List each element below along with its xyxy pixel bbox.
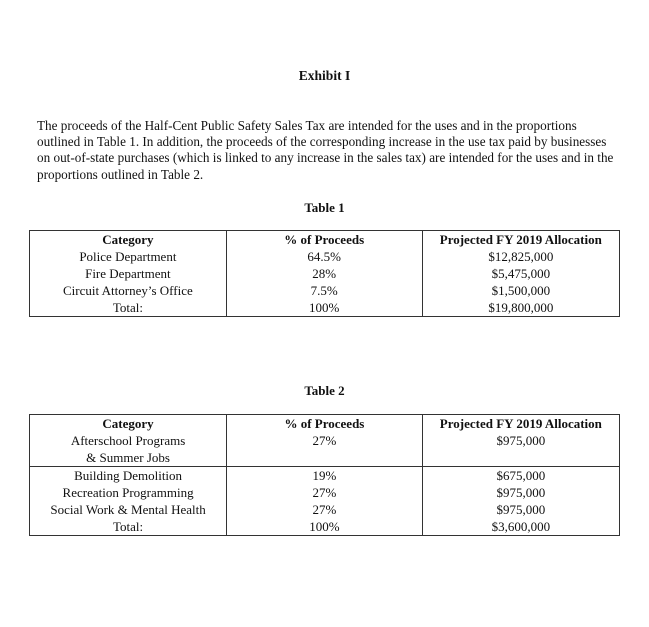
table-cell-category: Total: [112,300,143,315]
table1-header-percent: % of Proceeds [284,232,365,247]
table-row [30,467,620,536]
table-row [30,415,620,467]
table-cell-percent: 64.5% [307,249,341,264]
intro-paragraph: The proceeds of the Half-Cent Public Safety Sales Tax are intended for the uses and in the proportions outlined in Table 1. In addition, the proceeds of the corresponding increase in the use tax paid by businesses on out-of-state purchases (which is linked to any increase in the sales tax) are intended for the uses and in the proportions outlined in Table 2. [37,118,614,182]
table-cell-percent: 100% [309,519,340,534]
table-cell-allocation: $1,500,000 [491,283,551,298]
table2-caption: Table 2 [304,383,345,398]
table-cell-category: Afterschool Programs [70,433,186,448]
table1-caption: Table 1 [304,200,345,215]
table2-header-allocation: Projected FY 2019 Allocation [439,416,602,431]
table-cell-category: Circuit Attorney’s Office [63,283,193,298]
table-cell-allocation: $5,475,000 [491,266,551,281]
table1-header-allocation: Projected FY 2019 Allocation [439,232,602,247]
table-cell-allocation: $975,000 [496,502,546,517]
table-cell-allocation: $675,000 [496,468,546,483]
table-cell-allocation: $12,825,000 [488,249,554,264]
table1-header-category: Category [102,232,154,247]
table-cell-category: Fire Department [85,266,171,281]
table-row [30,231,620,317]
table-cell-category: Police Department [79,249,177,264]
table-cell-allocation: $975,000 [496,485,546,500]
table2-header-percent: % of Proceeds [284,416,365,431]
table-cell-allocation: $19,800,000 [488,300,554,315]
table-cell-category: Building Demolition [74,468,183,483]
table-cell-allocation: $975,000 [496,433,546,448]
table-cell-percent: 28% [312,266,337,281]
table2-header-category: Category [102,416,154,431]
table-cell-category: Total: [112,519,144,534]
table-cell-category: Social Work & Mental Health [50,502,206,517]
table-cell-percent: 100% [309,300,340,315]
table1 [29,230,620,317]
exhibit-title: Exhibit I [298,68,351,83]
table2 [29,414,620,536]
table-cell-percent: 27% [312,433,337,448]
table-cell-percent: 19% [312,468,337,483]
table-cell-category: Recreation Programming [62,485,194,500]
table-cell-percent: 27% [312,485,337,500]
table-cell-percent: 27% [312,502,337,517]
table-cell-percent: 7.5% [310,283,338,298]
table-cell-category: & Summer Jobs [86,450,170,465]
table-cell-allocation: $3,600,000 [491,519,551,534]
